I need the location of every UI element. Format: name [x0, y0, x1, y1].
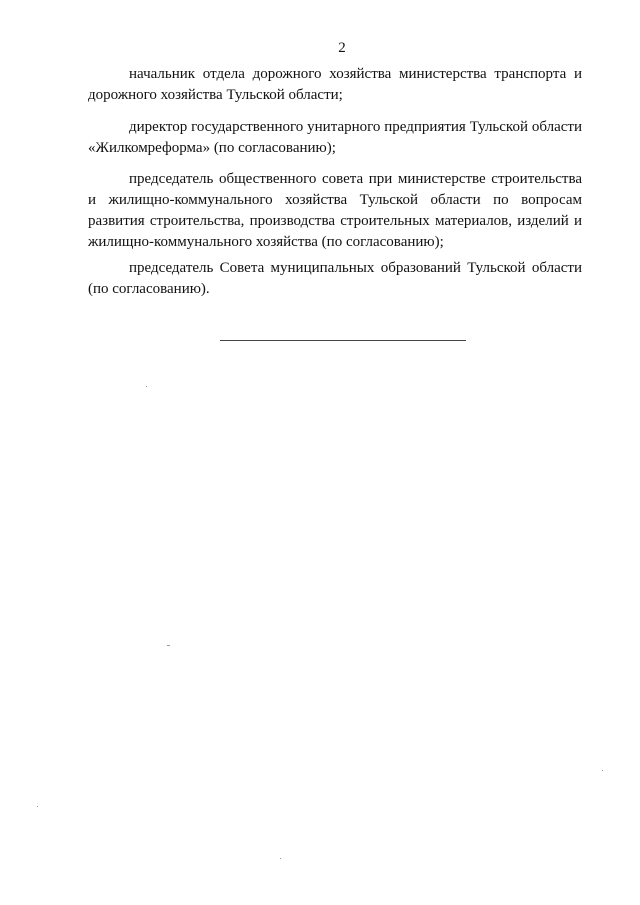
scan-speck [602, 770, 603, 771]
scan-speck [37, 806, 38, 807]
page-number: 2 [338, 40, 346, 56]
list-item-zhilkomreforma-director: директор государственного унитарного предприятия Тульской области «Жилкомреформа» (по согласованию); [88, 119, 582, 156]
list-item-road-department-head: начальник отдела дорожного хозяйства министерства транспорта и дорожного хозяйства Тульской области; [88, 66, 582, 103]
scan-speck [146, 386, 147, 387]
scan-speck [167, 645, 170, 646]
list-item-public-council-chairman: председатель общественного совета при министерстве строительства и жилищно-коммунального хозяйства Тульской области по вопросам развития строительства, производства строительных материалов, изделий и жилищно-коммунального хозяйства (по согласованию); [88, 171, 582, 250]
end-of-list-rule [220, 340, 466, 341]
scan-speck [280, 858, 281, 859]
list-item-municipal-council-chairman: председатель Совета муниципальных образований Тульской области (по согласованию). [88, 260, 582, 297]
